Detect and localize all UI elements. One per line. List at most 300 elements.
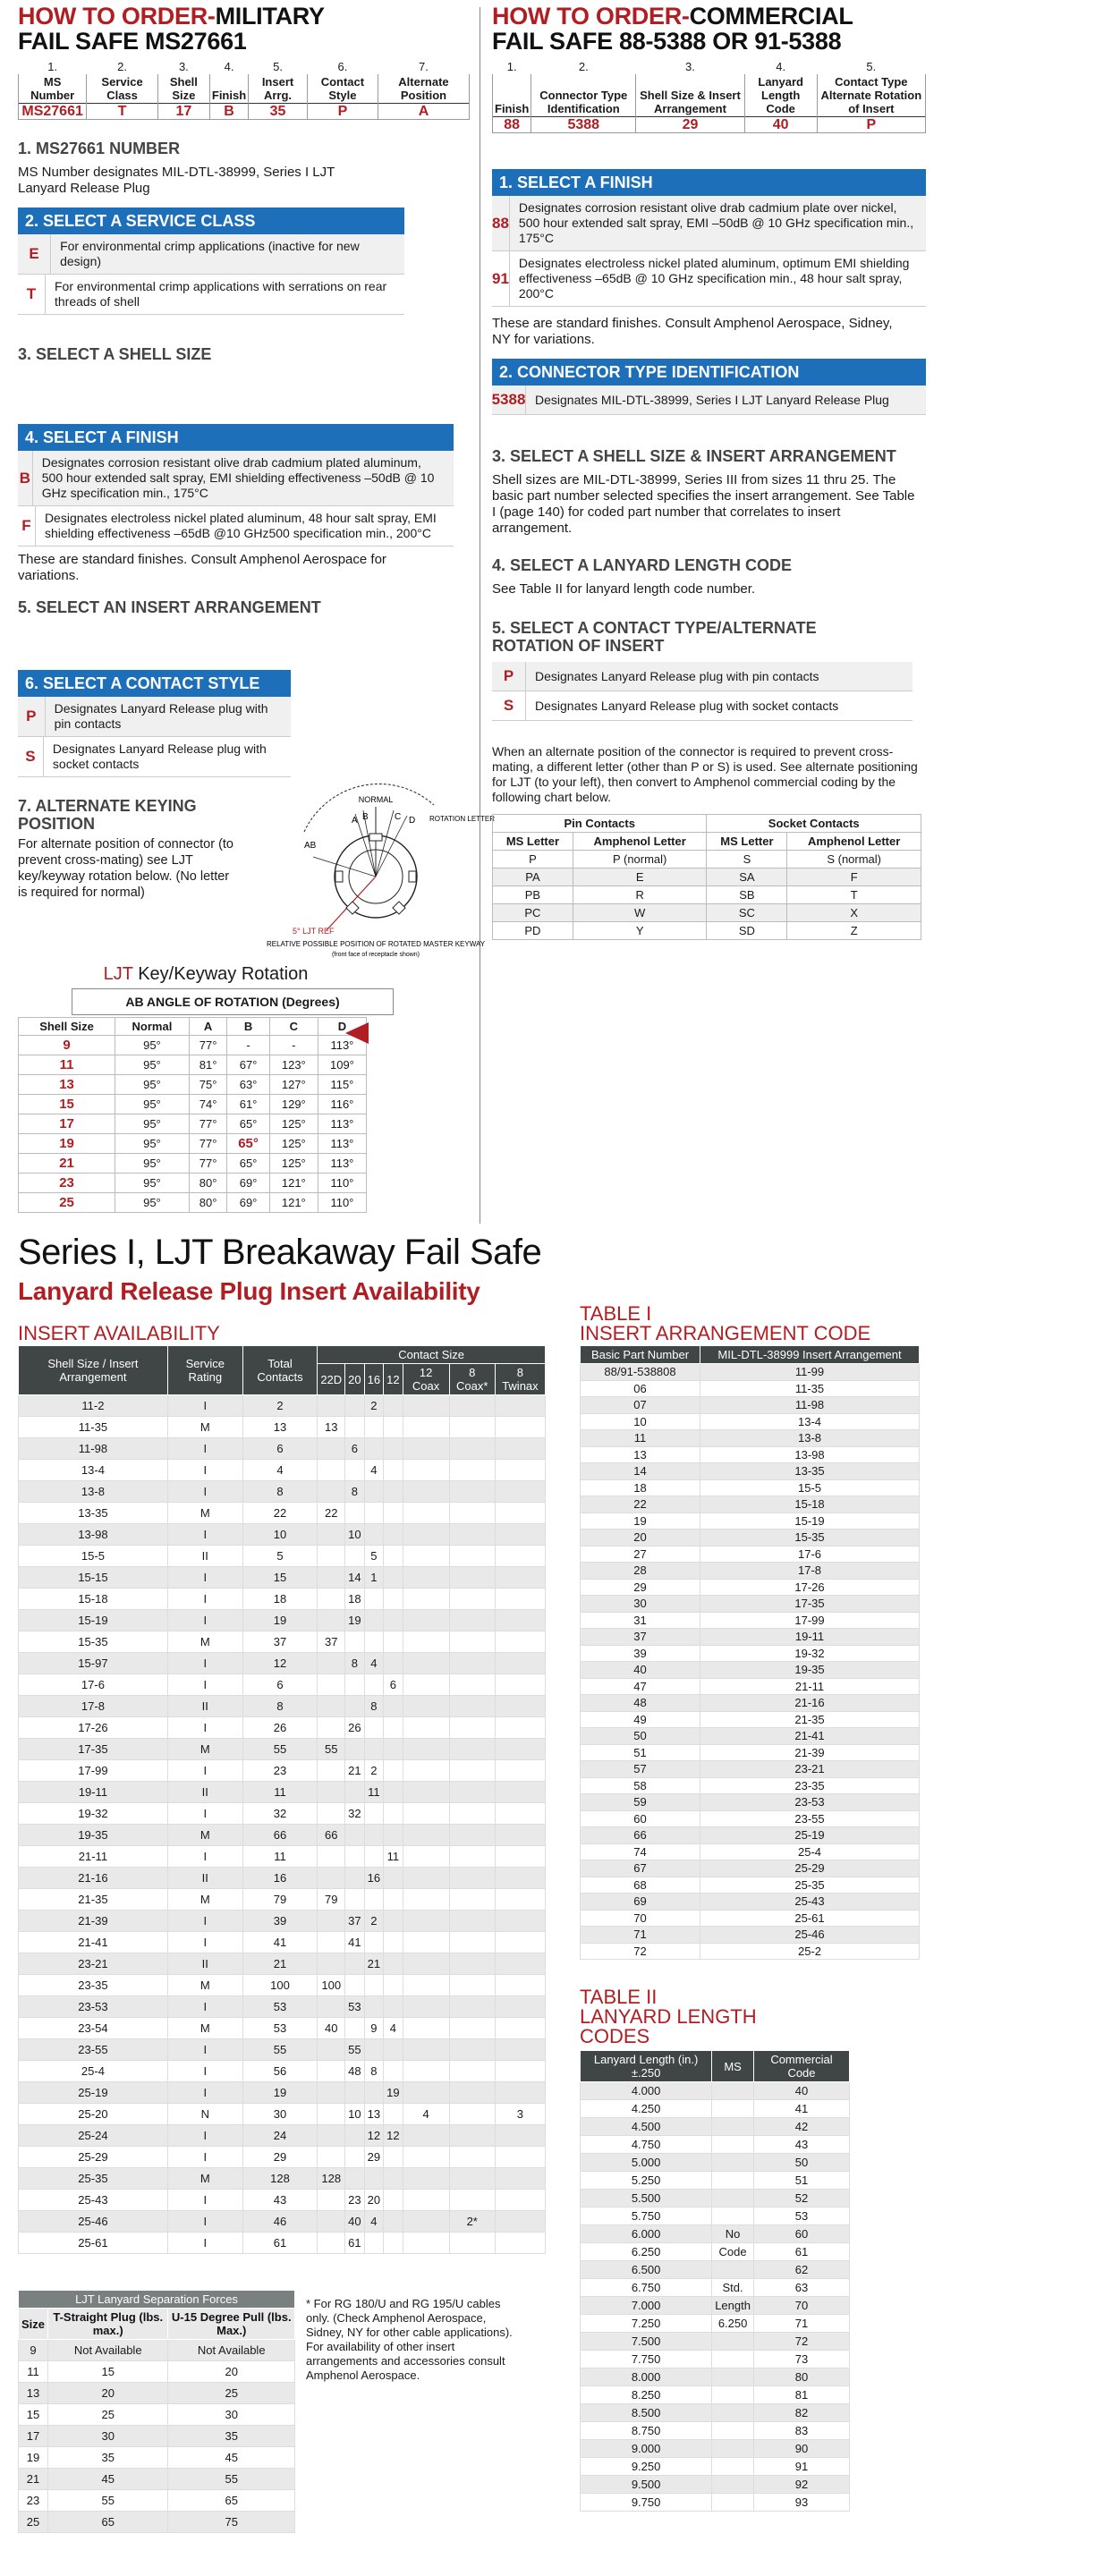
option-text: Designates corrosion resistant olive drab cadmium plated aluminum, 500 hour extended salt spray, EMI shielding effectiveness –50dB @ 10 GHz specification min., 175°C (41, 455, 435, 500)
avail-row (19, 2211, 546, 2233)
sep-cell: 9 (19, 2340, 48, 2361)
ljt-ref-label: 5° LJT REF (293, 927, 335, 936)
avail-cell: 2 (364, 1395, 383, 1417)
avail-cell: 79 (242, 1889, 318, 1911)
avail-cell: 19 (384, 2082, 403, 2104)
angle-col-header: B (227, 1018, 269, 1036)
avail-cell (403, 1674, 449, 1696)
t2-row (581, 2190, 850, 2207)
avail-cell: 3 (495, 2104, 545, 2125)
avail-cell: 100 (242, 1975, 318, 1996)
avail-cell: N (167, 2104, 242, 2125)
avail-cell: 17-99 (19, 1760, 168, 1782)
t1-cell: 20 (581, 1530, 700, 1546)
avail-cell (384, 1782, 403, 1803)
table1-section (580, 1304, 920, 1960)
option-code: 91 (492, 251, 510, 306)
option-code: S (18, 737, 44, 776)
t1-cell: 25-35 (700, 1877, 920, 1894)
sep-title: LJT Lanyard Separation Forces (19, 2291, 295, 2309)
avail-cell (449, 1503, 495, 1524)
avail-row (19, 1417, 546, 1438)
avail-cell: I (167, 2061, 242, 2082)
angle-row (19, 1154, 367, 1174)
t1-cell: 25-29 (700, 1860, 920, 1877)
avail-cell (449, 1760, 495, 1782)
avail-cell (449, 2039, 495, 2061)
keyway-diagram (266, 787, 496, 966)
avail-cell: 17-26 (19, 1717, 168, 1739)
avail-cell (495, 2211, 545, 2233)
t2-cell: 72 (753, 2333, 849, 2351)
avail-cell (345, 1739, 364, 1760)
avail-cell (364, 1674, 383, 1696)
avail-row (19, 1975, 546, 1996)
t2-head (581, 2051, 850, 2082)
angle-cell: 125° (269, 1134, 318, 1154)
avail-cell (495, 1610, 545, 1631)
conv-cell: PD (493, 922, 573, 940)
option-row (492, 691, 912, 721)
angle-cell: 25 (19, 1193, 115, 1213)
keyway-section (18, 964, 394, 1213)
avail-cell (449, 1889, 495, 1911)
avail-cell (345, 1674, 364, 1696)
series-title: Series I, LJT Breakaway Fail Safe (18, 1233, 542, 1272)
avail-cell (403, 1631, 449, 1653)
angle-row (19, 1055, 367, 1075)
avail-cell: 55 (345, 2039, 364, 2061)
angle-cell: 95° (115, 1134, 190, 1154)
avail-cell (345, 2125, 364, 2147)
t2-cell (712, 2422, 754, 2440)
t1-row (581, 1645, 920, 1662)
avail-cell (449, 1567, 495, 1589)
avail-cell: 10 (345, 1524, 364, 1546)
avail-cell: 8 (364, 1696, 383, 1717)
avail-col-header: Shell Size / Insert Arrangement (19, 1346, 168, 1395)
avail-row (19, 2190, 546, 2211)
t1-cell: 31 (581, 1612, 700, 1629)
t1-cell: 21-11 (700, 1678, 920, 1695)
avail-cell: 22 (318, 1503, 345, 1524)
t2-cell: 7.000 (581, 2297, 712, 2315)
avail-row (19, 1932, 546, 1953)
t1-row (581, 1479, 920, 1496)
t2-cell: 53 (753, 2207, 849, 2225)
avail-cell: 5 (242, 1546, 318, 1567)
header-value: T (87, 104, 158, 120)
angle-cell: 95° (115, 1055, 190, 1075)
option-text: Designates electroless nickel plated aluminum, 48 hour salt spray, EMI shielding effectiveness –65dB @10 GHz500 specification min., 200°C (44, 511, 437, 540)
avail-cell (403, 1696, 449, 1717)
t2-cell: 82 (753, 2404, 849, 2422)
avail-cell: 22 (242, 1503, 318, 1524)
angle-cell: 77° (189, 1036, 227, 1055)
avail-cell (403, 1739, 449, 1760)
avail-cell (403, 2233, 449, 2254)
option-text: Designates corrosion resistant olive drab cadmium plate over nickel, 500 hour extended salt spray, EMI –50dB @ 10 GHz specification min., 175°C (518, 200, 914, 245)
t2-cell (712, 2494, 754, 2512)
avail-cell (318, 1524, 345, 1546)
t1-row (581, 1843, 920, 1860)
avail-cell (318, 1674, 345, 1696)
avail-cell (345, 2018, 364, 2039)
avail-cell: 13-8 (19, 1481, 168, 1503)
option-code: P (18, 697, 46, 736)
service-class-title: 2. SELECT A SERVICE CLASS (18, 208, 404, 234)
avail-cell: 21-39 (19, 1911, 168, 1932)
avail-cell: M (167, 1631, 242, 1653)
avail-cell (449, 1395, 495, 1417)
avail-cell: 66 (318, 1825, 345, 1846)
avail-cell (403, 1975, 449, 1996)
t1-cell: 15-19 (700, 1513, 920, 1530)
avail-col-header: 20 (345, 1364, 364, 1395)
avail-cell (403, 1567, 449, 1589)
sep-cell: 65 (168, 2490, 295, 2512)
sep-cell: 19 (19, 2447, 48, 2469)
avail-cell: 40 (345, 2211, 364, 2233)
avail-cell: 25-24 (19, 2125, 168, 2147)
normal-label: NORMAL (358, 795, 394, 804)
avail-cell (403, 1717, 449, 1739)
t2-cell (712, 2368, 754, 2386)
conv-cell: Y (573, 922, 707, 940)
conv-cell: SB (707, 886, 787, 904)
t1-row (581, 1877, 920, 1894)
avail-row (19, 2168, 546, 2190)
angle-cell: 125° (269, 1114, 318, 1134)
option-row (18, 234, 404, 275)
contact-type-note: When an alternate position of the connector is required to prevent cross-mating, a different letter (other than P or S) is used. See alternate positioning for LJT (to your left), then convert to Amphenol commercial coding by the following chart below. (492, 744, 918, 804)
angle-header-row (19, 1018, 367, 1036)
avail-cell (364, 2082, 383, 2104)
t1-cell: 25-2 (700, 1943, 920, 1960)
t2-cell (712, 2404, 754, 2422)
t2-col-header: Commercial Code (753, 2051, 849, 2082)
t1-row (581, 1695, 920, 1712)
angle-row (19, 1193, 367, 1213)
t1-cell: 25-43 (700, 1894, 920, 1911)
angle-cell: 80° (189, 1174, 227, 1193)
t1-body (581, 1364, 920, 1960)
option-row (492, 386, 926, 415)
angle-cell: 95° (115, 1193, 190, 1213)
avail-cell (403, 1803, 449, 1825)
t1-cell: 13-4 (700, 1413, 920, 1430)
header-label: MS Number (19, 74, 87, 104)
shell-size-title: 3. SELECT A SHELL SIZE (18, 345, 212, 363)
avail-cell: 41 (345, 1932, 364, 1953)
t2-cell: 4.750 (581, 2136, 712, 2154)
t2-cell: 52 (753, 2190, 849, 2207)
header-num: 6. (337, 60, 348, 73)
t2-cell: 5.500 (581, 2190, 712, 2207)
avail-cell (449, 2125, 495, 2147)
contact-style-title: 6. SELECT A CONTACT STYLE (18, 670, 291, 697)
avail-cell (403, 1610, 449, 1631)
avail-cell (318, 2104, 345, 2125)
shell-insert-title: 3. SELECT A SHELL SIZE & INSERT ARRANGEMENT (492, 447, 896, 465)
t1-header-row (581, 1346, 920, 1364)
sep-cell: 20 (168, 2361, 295, 2383)
avail-cell (403, 1503, 449, 1524)
series-subtitle: Lanyard Release Plug Insert Availability (18, 1277, 480, 1305)
avail-cell (345, 2147, 364, 2168)
lanyard-length-title: 4. SELECT A LANYARD LENGTH CODE (492, 556, 793, 574)
avail-cell: 25-46 (19, 2211, 168, 2233)
t2-cell: 90 (753, 2440, 849, 2458)
t1-cell: 69 (581, 1894, 700, 1911)
t1-cell: 30 (581, 1596, 700, 1613)
avail-cell: 9 (364, 2018, 383, 2039)
t2-col-header: Lanyard Length (in.) ±.250 (581, 2051, 712, 2082)
avail-cell (384, 1524, 403, 1546)
t1-row (581, 1910, 920, 1927)
avail-cell: I (167, 2233, 242, 2254)
avail-cell (384, 1803, 403, 1825)
t1-cell: 70 (581, 1910, 700, 1927)
avail-row (19, 1911, 546, 1932)
avail-cell (384, 1825, 403, 1846)
avail-cell (345, 1825, 364, 1846)
avail-row (19, 1953, 546, 1975)
avail-cell (495, 2233, 545, 2254)
sep-cell: 35 (48, 2447, 168, 2469)
avail-cell (318, 2211, 345, 2233)
avail-cell (449, 2190, 495, 2211)
avail-cell: 1 (364, 1567, 383, 1589)
angle-cell: 113° (318, 1134, 366, 1154)
avail-cell: 4 (403, 2104, 449, 2125)
t1-cell: 07 (581, 1397, 700, 1414)
t1-row (581, 1364, 920, 1381)
t1-cell: 88/91-538808 (581, 1364, 700, 1381)
avail-cell: 61 (345, 2233, 364, 2254)
avail-cell (449, 1460, 495, 1481)
conv-cell: W (573, 904, 707, 922)
t1-cell: 21-35 (700, 1711, 920, 1728)
table2-subtitle: LANYARD LENGTH (580, 2005, 757, 2028)
commercial-finish-options (492, 196, 926, 307)
avail-cell (403, 1653, 449, 1674)
avail-cell (403, 2039, 449, 2061)
t1-cell: 27 (581, 1546, 700, 1563)
avail-cell: 19-35 (19, 1825, 168, 1846)
angle-cell: 69° (227, 1174, 269, 1193)
avail-cell: I (167, 1846, 242, 1868)
avail-cell (318, 1567, 345, 1589)
avail-cell (384, 1610, 403, 1631)
avail-cell: I (167, 1567, 242, 1589)
avail-cell (318, 2125, 345, 2147)
avail-cell: I (167, 1524, 242, 1546)
avail-cell (345, 1631, 364, 1653)
avail-cell (384, 1739, 403, 1760)
angle-cell: 17 (19, 1114, 115, 1134)
avail-cell (403, 1846, 449, 1868)
t2-cell (712, 2351, 754, 2368)
avail-cell: 5 (364, 1546, 383, 1567)
avail-cell: I (167, 1803, 242, 1825)
avail-cell: 2 (364, 1911, 383, 1932)
avail-cell (449, 1846, 495, 1868)
sep-cell: 30 (48, 2426, 168, 2447)
avail-row (19, 1696, 546, 1717)
conv-cell: F (787, 869, 921, 886)
avail-cell (345, 1417, 364, 1438)
sep-cell: 55 (48, 2490, 168, 2512)
avail-cell (403, 1782, 449, 1803)
avail-cell: I (167, 2125, 242, 2147)
avail-cell (364, 1889, 383, 1911)
avail-cell (403, 2190, 449, 2211)
avail-cell (495, 1911, 545, 1932)
avail-cell (318, 2061, 345, 2082)
t1-cell: 17-99 (700, 1612, 920, 1629)
t1-row (581, 1612, 920, 1629)
finish-note: These are standard finishes. Consult Amphenol Aerospace for variations. (18, 552, 386, 583)
conv-cell: S (707, 851, 787, 869)
t2-body (581, 2082, 850, 2512)
avail-cell: 32 (345, 1803, 364, 1825)
angle-cell: 9 (19, 1036, 115, 1055)
angle-cell: 95° (115, 1154, 190, 1174)
angle-cell: 123° (269, 1055, 318, 1075)
avail-cell (364, 1846, 383, 1868)
avail-cell: 29 (364, 2147, 383, 2168)
ab-label: AB (304, 841, 317, 851)
avail-cell: 13 (242, 1417, 318, 1438)
avail-cell: 17-35 (19, 1739, 168, 1760)
t2-cell: 6.250 (581, 2243, 712, 2261)
avail-cell (318, 1953, 345, 1975)
avail-cell (318, 1546, 345, 1567)
t1-row (581, 1810, 920, 1827)
avail-cell (403, 1868, 449, 1889)
avail-cell (495, 2125, 545, 2147)
avail-cell: 37 (345, 1911, 364, 1932)
avail-cell (495, 1739, 545, 1760)
avail-row (19, 1803, 546, 1825)
t2-cell (712, 2136, 754, 2154)
avail-cell (318, 1696, 345, 1717)
t1-cell: 15-18 (700, 1496, 920, 1513)
sep-cell: 15 (48, 2361, 168, 2383)
t1-cell: 23-53 (700, 1794, 920, 1811)
angle-cell: 113° (318, 1036, 366, 1055)
sep-cell: 15 (19, 2404, 48, 2426)
t2-cell: 6.250 (712, 2315, 754, 2333)
avail-row (19, 1460, 546, 1481)
option-code: B (18, 451, 33, 505)
avail-cell (345, 1460, 364, 1481)
avail-cell (495, 1717, 545, 1739)
t2-row (581, 2225, 850, 2243)
t1-row (581, 1513, 920, 1530)
avail-cell (384, 1567, 403, 1589)
avail-cell (318, 2039, 345, 2061)
sep-row (19, 2447, 295, 2469)
angle-cell: 77° (189, 1154, 227, 1174)
option-text: Designates Lanyard Release plug with socket contacts (535, 698, 839, 713)
t2-row (581, 2333, 850, 2351)
avail-cell (495, 2039, 545, 2061)
avail-cell: 61 (242, 2233, 318, 2254)
angle-cell: 121° (269, 1174, 318, 1193)
avail-cell (449, 1524, 495, 1546)
t1-cell: 14 (581, 1463, 700, 1480)
t1-cell: 19-35 (700, 1662, 920, 1679)
t1-row (581, 1827, 920, 1844)
option-row (492, 662, 912, 691)
t1-row (581, 1413, 920, 1430)
sep-cell: 30 (168, 2404, 295, 2426)
avail-cell: 19 (242, 2082, 318, 2104)
t2-cell: 42 (753, 2118, 849, 2136)
avail-cell (318, 1782, 345, 1803)
t2-row (581, 2351, 850, 2368)
conv-cell: E (573, 869, 707, 886)
avail-cell: 25-19 (19, 2082, 168, 2104)
t2-cell: 8.500 (581, 2404, 712, 2422)
avail-cell (495, 1975, 545, 1996)
avail-cell: 53 (345, 1996, 364, 2018)
conv-cell: PC (493, 904, 573, 922)
avail-cell (384, 2061, 403, 2082)
avail-cell (495, 1653, 545, 1674)
avail-row (19, 2039, 546, 2061)
avail-cell: 23-53 (19, 1996, 168, 2018)
avail-cell: I (167, 1674, 242, 1696)
header-value: MS27661 (19, 104, 87, 120)
avail-cell (318, 1589, 345, 1610)
avail-cell (495, 1438, 545, 1460)
avail-cell (449, 1996, 495, 2018)
key-br (393, 902, 405, 914)
avail-cell (384, 1417, 403, 1438)
avail-cell (384, 1932, 403, 1953)
avail-cell: 18 (345, 1589, 364, 1610)
avail-cell (384, 1996, 403, 2018)
avail-cell: 100 (318, 1975, 345, 1996)
option-text: For environmental crimp applications with serrations on rear threads of shell (55, 279, 387, 309)
avail-cell (403, 1438, 449, 1460)
avail-cell: 21-35 (19, 1889, 168, 1911)
avail-cell: 4 (364, 2211, 383, 2233)
t2-row (581, 2476, 850, 2494)
angle-row (19, 1075, 367, 1095)
avail-cell: I (167, 1996, 242, 2018)
t2-cell: 50 (753, 2154, 849, 2172)
option-row (18, 737, 291, 777)
pin-contacts-header: Pin Contacts (493, 815, 707, 833)
conv-group-row (493, 815, 921, 833)
avail-cell (345, 2082, 364, 2104)
avail-cell (403, 1953, 449, 1975)
avail-cell: 17-6 (19, 1674, 168, 1696)
avail-cell (495, 2061, 545, 2082)
avail-cell (384, 2147, 403, 2168)
avail-cell (495, 1803, 545, 1825)
avail-cell (364, 1438, 383, 1460)
avail-cell: 19 (345, 1610, 364, 1631)
avail-row (19, 1674, 546, 1696)
header-label: Contact Style (307, 74, 378, 104)
sep-cell: 25 (48, 2404, 168, 2426)
avail-cell (449, 2061, 495, 2082)
